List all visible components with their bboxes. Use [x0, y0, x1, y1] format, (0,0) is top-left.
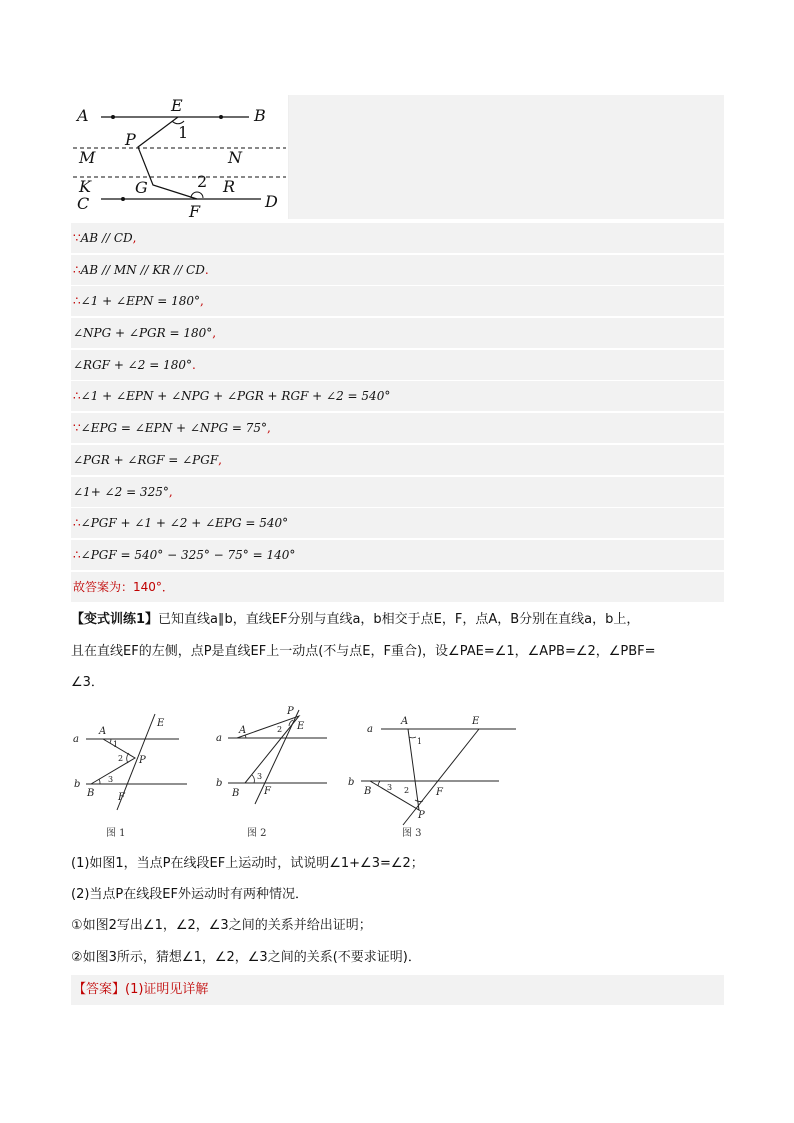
- fig3-label-F: F: [436, 787, 443, 798]
- line-prefix: ∴: [73, 516, 81, 530]
- fig3-label-B: B: [364, 786, 372, 797]
- line-text: ∠NPG + ∠PGR = 180°: [73, 326, 213, 340]
- solution-line: [71, 477, 724, 507]
- line-prefix: ∴: [73, 548, 81, 562]
- fig3-label-2: 2: [404, 786, 410, 795]
- parallel-lines-figure: [71, 95, 289, 219]
- fig2-label-P: P: [287, 706, 294, 717]
- fig3-label-3: 3: [387, 783, 393, 792]
- fig3-label-A: A: [401, 716, 409, 727]
- line-suffix: .: [204, 263, 209, 277]
- solution-line: [71, 286, 724, 316]
- line-text: ∠EPG = ∠EPN + ∠NPG = 75°: [80, 421, 268, 435]
- line-text: ∠PGF + ∠1 + ∠2 + ∠EPG = 540°: [80, 516, 289, 530]
- label-G: G: [135, 178, 148, 197]
- line-suffix: ,: [212, 326, 217, 340]
- line-suffix: ,: [267, 421, 271, 435]
- question-2: (2)当点P在线段EF外运动时有两种情况．: [71, 887, 308, 902]
- solution-line: [71, 350, 724, 380]
- variant-line-1: [71, 605, 724, 635]
- fig1-label-b: b: [74, 779, 81, 790]
- question-1: (1)如图1，当点P在线段EF上运动时，试说明∠1+∠3=∠2；: [71, 856, 424, 871]
- fig1-label-a: a: [73, 734, 79, 745]
- solution-line: [71, 381, 724, 411]
- line-text: ∠1 + ∠EPN + ∠NPG + ∠PGR + RGF + ∠2 = 540°: [80, 389, 391, 403]
- line-prefix: ∵: [73, 421, 81, 435]
- solution-line: [71, 223, 724, 253]
- answer-heading: 【答案】(1)证明见详解: [71, 975, 724, 1005]
- line-text: ∠PGR + ∠RGF = ∠PGF: [73, 453, 219, 467]
- fig3-label-1: 1: [417, 737, 423, 746]
- line-text: ∠RGF + ∠2 = 180°: [73, 358, 192, 372]
- fig3-label-P: P: [418, 810, 425, 821]
- fig1-label-3: 3: [108, 775, 114, 784]
- label-P: P: [125, 130, 136, 149]
- question-2a: ①如图2写出∠1，∠2，∠3之间的关系并给出证明；: [71, 918, 372, 933]
- label-E: E: [171, 96, 183, 115]
- caption-fig2: 图 2: [247, 828, 267, 839]
- fig1-label-P: P: [139, 755, 146, 766]
- figure-background: [288, 95, 724, 219]
- line-prefix: ∴: [73, 294, 81, 308]
- solution-line: [71, 318, 724, 348]
- label-K: K: [79, 177, 91, 196]
- figures-diagram: [71, 700, 531, 845]
- fig2-label-2: 2: [277, 725, 283, 734]
- fig1-label-2: 2: [118, 754, 124, 763]
- solution-line: [71, 413, 724, 443]
- answer-line: 故答案为：140°．: [73, 580, 174, 594]
- fig2-label-B: B: [232, 788, 240, 799]
- label-R: R: [223, 177, 236, 196]
- label-B: B: [254, 106, 266, 125]
- answer-line-row: [71, 572, 724, 602]
- line-text: AB // MN // KR // CD: [80, 263, 205, 277]
- fig1-label-B: B: [87, 788, 95, 799]
- fig1-label-A: A: [99, 726, 107, 737]
- solution-line: [71, 540, 724, 570]
- line-text: AB // CD: [80, 231, 133, 245]
- parallel-lines-diagram: [71, 95, 288, 219]
- fig2-label-A: A: [239, 725, 247, 736]
- line-prefix: ∴: [73, 389, 81, 403]
- variant-title: 【变式训练1】: [71, 612, 159, 627]
- label-N: N: [228, 148, 242, 167]
- question-2b: ②如图3所示，猜想∠1，∠2，∠3之间的关系(不要求证明)．: [71, 950, 421, 965]
- line-text: ∠1 + ∠EPN = 180°: [80, 294, 200, 308]
- fig1-label-F: F: [118, 792, 125, 803]
- fig2-label-3: 3: [257, 772, 263, 781]
- caption-fig1: 图 1: [106, 828, 126, 839]
- caption-fig3: 图 3: [402, 828, 422, 839]
- variant-text-3: ∠3．: [71, 675, 104, 690]
- solution-line: [71, 508, 724, 538]
- fig2-label-F: F: [264, 786, 271, 797]
- line-suffix: ,: [132, 231, 137, 245]
- fig3-label-a: a: [367, 724, 373, 735]
- label-D: D: [265, 192, 278, 211]
- fig3-label-b: b: [348, 777, 355, 788]
- variant-text-1: 已知直线a∥b，直线EF分别与直线a，b相交于点E，F，点A，B分别在直线a，b上，: [158, 612, 640, 627]
- fig1-label-1: 1: [113, 740, 119, 749]
- label-C: C: [77, 194, 90, 213]
- line-suffix: ,: [168, 485, 173, 499]
- line-suffix: ,: [200, 294, 204, 308]
- label-angle-2: 2: [197, 172, 208, 191]
- fig3-label-E: E: [472, 716, 480, 727]
- variant-text-2: 且在直线EF的左侧，点P是直线EF上一动点(不与点E，F重合)，设∠PAE=∠1，∠APB=∠2，∠PBF=: [71, 644, 656, 659]
- fig1-label-E: E: [157, 718, 165, 729]
- figures-row: [71, 700, 531, 845]
- label-A: A: [77, 106, 89, 125]
- fig2-label-a: a: [216, 733, 222, 744]
- label-M: M: [79, 148, 96, 167]
- fig2-label-b: b: [216, 778, 223, 789]
- line-text: ∠PGF = 540° − 325° − 75° = 140°: [80, 548, 296, 562]
- label-F: F: [189, 202, 201, 219]
- line-prefix: ∴: [73, 263, 81, 277]
- solution-line: [71, 445, 724, 475]
- line-text: ∠1+ ∠2 = 325°: [73, 485, 169, 499]
- line-suffix: ,: [218, 453, 222, 467]
- solution-line: [71, 255, 724, 285]
- label-angle-1: 1: [178, 123, 189, 142]
- fig2-label-E: E: [297, 721, 305, 732]
- line-prefix: ∵: [73, 231, 81, 245]
- line-suffix: .: [191, 358, 196, 372]
